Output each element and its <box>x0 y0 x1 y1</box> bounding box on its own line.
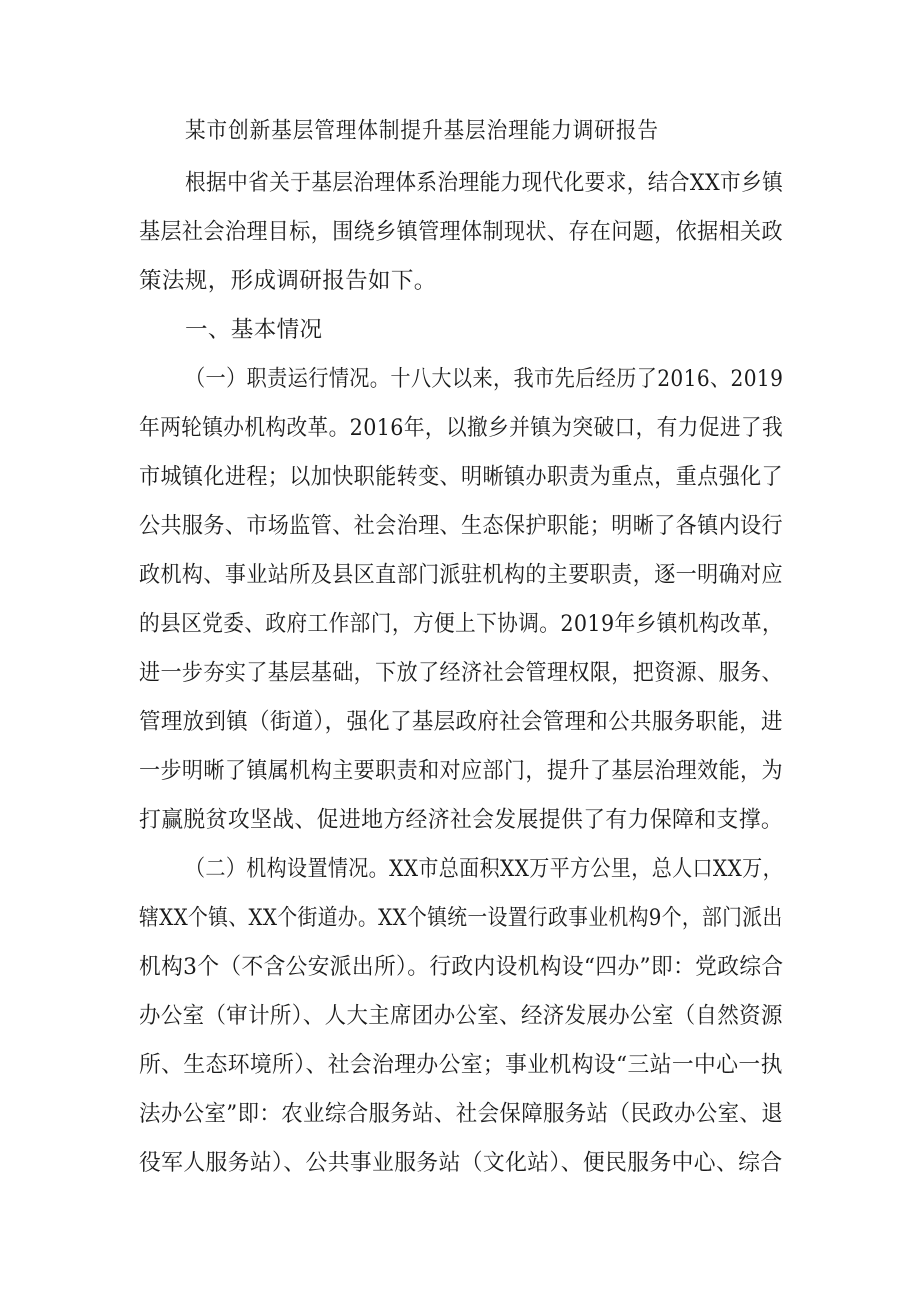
paragraph-line: 法办公室”即：农业综合服务站、社会保障服务站（民政办公室、退 <box>139 1101 784 1127</box>
paragraph-line: （一）职责运行情况。十八大以来，我市先后经历了2016、2019 <box>185 366 784 392</box>
section-heading: 一、基本情况 <box>185 317 323 343</box>
paragraph-line: 基层社会治理目标，围绕乡镇管理体制现状、存在问题，依据相关政 <box>139 219 784 245</box>
paragraph-line: 公共服务、市场监管、社会治理、生态保护职能；明晰了各镇内设行 <box>139 513 784 539</box>
paragraph-line: 所、生态环境所）、社会治理办公室；事业机构设“三站一中心一执 <box>139 1052 783 1078</box>
paragraph-line: （二）机构设置情况。XX市总面积XX万平方公里，总人口XX万， <box>185 856 784 882</box>
paragraph-line: 机构3个（不含公安派出所）。行政内设机构设“四办”即：党政综合 <box>139 954 784 980</box>
paragraph-line: 打赢脱贫攻坚战、促进地方经济社会发展提供了有力保障和支撑。 <box>139 807 784 833</box>
paragraph-line: 办公室（审计所）、人大主席团办公室、经济发展办公室（自然资源 <box>139 1003 783 1029</box>
paragraph-line: 根据中省关于基层治理体系治理能力现代化要求，结合XX市乡镇 <box>185 170 784 196</box>
paragraph-line: 的县区党委、政府工作部门，方便上下协调。2019年乡镇机构改革， <box>139 611 784 637</box>
paragraph-line: 役军人服务站）、公共事业服务站（文化站）、便民服务中心、综合 <box>139 1150 783 1176</box>
document-title: 某市创新基层管理体制提升基层治理能力调研报告 <box>185 118 659 144</box>
paragraph-line: 一步明晰了镇属机构主要职责和对应部门，提升了基层治理效能，为 <box>139 758 784 784</box>
paragraph-line: 市城镇化进程；以加快职能转变、明晰镇办职责为重点，重点强化了 <box>139 464 784 490</box>
paragraph-line: 年两轮镇办机构改革。2016年，以撤乡并镇为突破口，有力促进了我 <box>139 415 784 441</box>
paragraph-line: 策法规，形成调研报告如下。 <box>139 268 437 294</box>
paragraph-line: 辖XX个镇、XX个街道办。XX个镇统一设置行政事业机构9个，部门派出 <box>139 905 783 931</box>
paragraph-line: 政机构、事业站所及县区直部门派驻机构的主要职责，逐一明确对应 <box>139 562 784 588</box>
paragraph-line: 进一步夯实了基层基础，下放了经济社会管理权限，把资源、服务、 <box>139 660 784 686</box>
paragraph-line: 管理放到镇（街道），强化了基层政府社会管理和公共服务职能，进 <box>139 709 783 735</box>
